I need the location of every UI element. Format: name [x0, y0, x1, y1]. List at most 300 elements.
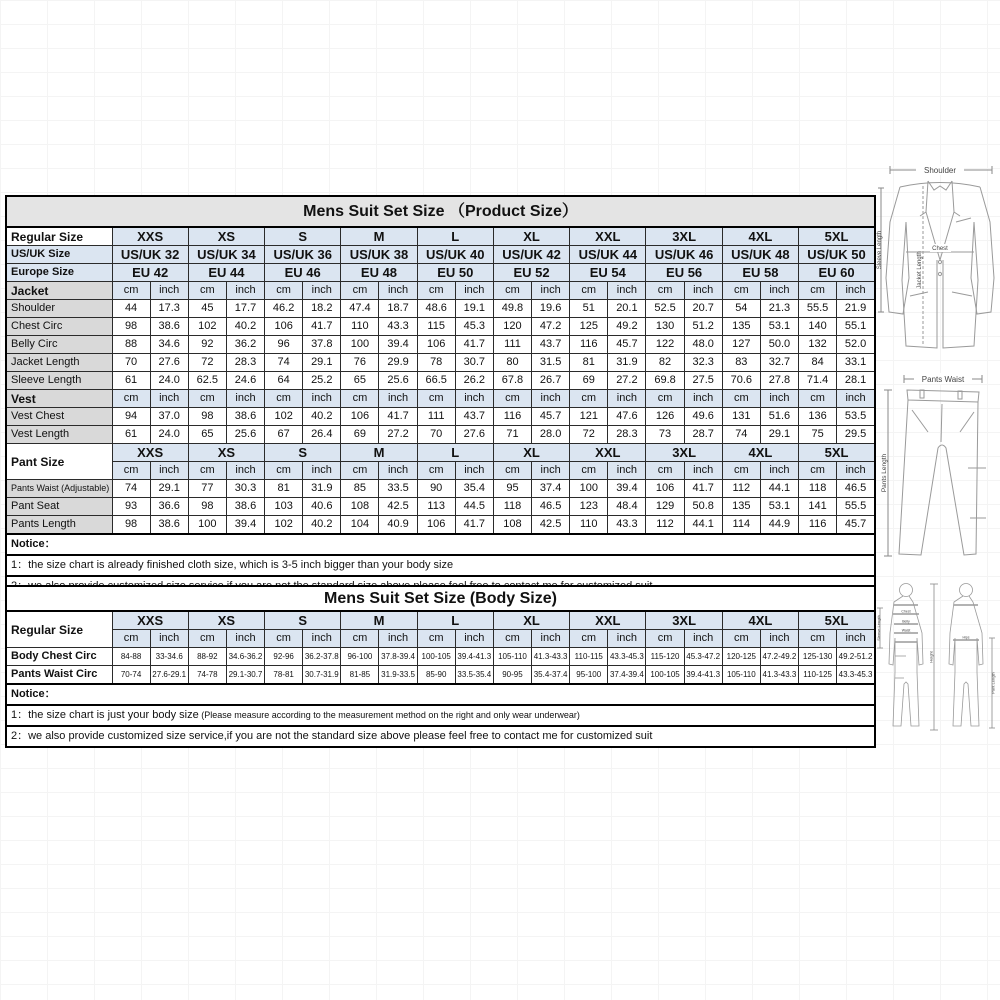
unit-inch-cell: inch: [684, 630, 722, 648]
europe-size-cell: EU 46: [265, 264, 341, 282]
value-cell: 125: [570, 318, 608, 336]
value-cell: 28.0: [532, 426, 570, 444]
value-cell: 40.9: [379, 516, 417, 535]
value-cell: 108: [493, 516, 531, 535]
product-size-table-container: [5, 195, 876, 598]
value-cell: 106: [417, 516, 455, 535]
value-cell: 53.1: [760, 318, 798, 336]
unit-cm-cell: cm: [417, 462, 455, 480]
value-cell: 92: [188, 336, 226, 354]
unit-cm-cell: cm: [570, 390, 608, 408]
value-cell: 45.3-47.2: [684, 648, 722, 666]
value-cell: 39.4-41.3: [684, 666, 722, 685]
body-title-row: [6, 586, 875, 611]
value-cell: 71: [493, 426, 531, 444]
value-cell: 28.7: [684, 426, 722, 444]
value-cell: 39.4: [608, 480, 646, 498]
usuk-size-cell: US/UK 36: [265, 246, 341, 264]
value-cell: 85-90: [417, 666, 455, 685]
value-cell: 21.3: [760, 300, 798, 318]
value-cell: 40.6: [303, 498, 341, 516]
value-cell: 26.7: [532, 372, 570, 390]
value-cell: 39.4: [379, 336, 417, 354]
value-cell: 33-34.6: [150, 648, 188, 666]
value-cell: 82: [646, 354, 684, 372]
value-cell: 28.3: [608, 426, 646, 444]
value-cell: 70: [417, 426, 455, 444]
value-cell: 104: [341, 516, 379, 535]
value-cell: 112: [722, 480, 760, 498]
value-cell: 136: [799, 408, 837, 426]
unit-inch-cell: inch: [226, 390, 264, 408]
value-cell: 62.5: [188, 372, 226, 390]
value-cell: 37.8: [303, 336, 341, 354]
value-cell: 27.6-29.1: [150, 666, 188, 685]
value-cell: 24.0: [150, 372, 188, 390]
value-cell: 29.1: [150, 480, 188, 498]
unit-inch-cell: inch: [608, 282, 646, 300]
value-cell: 92-96: [265, 648, 303, 666]
pants-measurement-diagram: [876, 368, 1000, 570]
unit-inch-cell: inch: [760, 390, 798, 408]
value-cell: 49.8: [493, 300, 531, 318]
unit-cm-cell: cm: [799, 282, 837, 300]
measurement-row: [6, 498, 875, 516]
notice-item-row: [6, 726, 875, 747]
value-cell: 98: [188, 498, 226, 516]
value-cell: 17.7: [226, 300, 264, 318]
value-cell: 41.3-43.3: [532, 648, 570, 666]
usuk-size-cell: US/UK 44: [570, 246, 646, 264]
value-cell: 69.8: [646, 372, 684, 390]
usuk-size-cell: US/UK 38: [341, 246, 417, 264]
value-cell: 93: [112, 498, 150, 516]
unit-cm-cell: cm: [493, 462, 531, 480]
value-cell: 74: [722, 426, 760, 444]
unit-inch-cell: inch: [608, 630, 646, 648]
measurement-row: [6, 300, 875, 318]
row-label: Body Chest Circ: [6, 648, 112, 666]
value-cell: 72: [570, 426, 608, 444]
unit-inch-cell: inch: [150, 462, 188, 480]
unit-cm-cell: cm: [188, 630, 226, 648]
measurement-row: [6, 648, 875, 666]
unit-inch-cell: inch: [455, 282, 493, 300]
unit-cm-cell: cm: [493, 390, 531, 408]
value-cell: 69: [570, 372, 608, 390]
value-cell: 46.2: [265, 300, 303, 318]
notice-title: Notice：: [6, 684, 875, 705]
value-cell: 88-92: [188, 648, 226, 666]
value-cell: 31.9-33.5: [379, 666, 417, 685]
value-cell: 40.2: [303, 516, 341, 535]
value-cell: 116: [570, 336, 608, 354]
measurement-row: [6, 372, 875, 390]
row-label: Chest Circ: [6, 318, 112, 336]
value-cell: 106: [341, 408, 379, 426]
unit-inch-cell: inch: [532, 282, 570, 300]
value-cell: 78-81: [265, 666, 303, 685]
row-label: Pants Waist (Adjustable): [6, 480, 112, 498]
value-cell: 78: [417, 354, 455, 372]
value-cell: 111: [417, 408, 455, 426]
size-header-cell: 4XL: [722, 227, 798, 246]
jacket-chest-label: Chest: [932, 246, 948, 252]
europe-size-cell: EU 56: [646, 264, 722, 282]
europe-size-cell: EU 44: [188, 264, 264, 282]
body-size-table-container: [5, 585, 876, 748]
value-cell: 47.2: [532, 318, 570, 336]
value-cell: 96-100: [341, 648, 379, 666]
size-header-cell: S: [265, 227, 341, 246]
section-label-pant-size: Pant Size: [6, 444, 112, 480]
value-cell: 34.6: [150, 336, 188, 354]
value-cell: 81: [265, 480, 303, 498]
size-header-cell: XL: [493, 227, 569, 246]
notice-text: 1：the size chart is already finished cloth size, which is 3-5 inch bigger than your body size: [11, 559, 454, 571]
value-cell: 20.7: [684, 300, 722, 318]
value-cell: 27.8: [760, 372, 798, 390]
value-cell: 41.7: [455, 516, 493, 535]
value-cell: 43.3: [379, 318, 417, 336]
row-label: Pants Waist Circ: [6, 666, 112, 685]
value-cell: 98: [112, 318, 150, 336]
value-cell: 37.8-39.4: [379, 648, 417, 666]
value-cell: 74: [265, 354, 303, 372]
value-cell: 53.1: [760, 498, 798, 516]
value-cell: 53.5: [837, 408, 875, 426]
unit-inch-cell: inch: [837, 630, 875, 648]
value-cell: 102: [265, 408, 303, 426]
unit-cm-cell: cm: [265, 282, 303, 300]
value-cell: 41.7: [303, 318, 341, 336]
value-cell: 30.3: [226, 480, 264, 498]
body-table-title: Mens Suit Set Size (Body Size): [6, 586, 875, 611]
size-header-cell: M: [341, 227, 417, 246]
unit-inch-cell: inch: [684, 282, 722, 300]
unit-inch-cell: inch: [455, 462, 493, 480]
value-cell: 95: [493, 480, 531, 498]
value-cell: 96: [265, 336, 303, 354]
measurement-row: [6, 426, 875, 444]
value-cell: 46.5: [837, 480, 875, 498]
unit-cm-cell: cm: [799, 390, 837, 408]
unit-inch-cell: inch: [532, 630, 570, 648]
value-cell: 28.1: [837, 372, 875, 390]
value-cell: 35.4-37.4: [532, 666, 570, 685]
usuk-size-cell: US/UK 42: [493, 246, 569, 264]
size-header-cell: XL: [493, 611, 569, 630]
value-cell: 70: [112, 354, 150, 372]
regular-size-row: [6, 227, 875, 246]
value-cell: 81: [570, 354, 608, 372]
unit-inch-cell: inch: [379, 390, 417, 408]
unit-cm-cell: cm: [570, 630, 608, 648]
size-header-cell: M: [341, 444, 417, 462]
value-cell: 29.9: [379, 354, 417, 372]
value-cell: 25.6: [226, 426, 264, 444]
regular-size-label: Regular Size: [6, 227, 112, 246]
europe-size-cell: EU 60: [799, 264, 875, 282]
value-cell: 29.5: [837, 426, 875, 444]
value-cell: 29.1-30.7: [226, 666, 264, 685]
notice-text: 2：we also provide customized size service,if you are not the standard size above please feel free to contact me for customized suit: [11, 730, 653, 742]
unit-inch-cell: inch: [303, 462, 341, 480]
unit-inch-cell: inch: [150, 630, 188, 648]
value-cell: 45.7: [532, 408, 570, 426]
unit-inch-cell: inch: [684, 390, 722, 408]
value-cell: 72: [188, 354, 226, 372]
unit-cm-cell: cm: [646, 282, 684, 300]
value-cell: 123: [570, 498, 608, 516]
unit-inch-cell: inch: [837, 462, 875, 480]
value-cell: 118: [493, 498, 531, 516]
usuk-size-cell: US/UK 50: [799, 246, 875, 264]
value-cell: 30.7-31.9: [303, 666, 341, 685]
value-cell: 74-78: [188, 666, 226, 685]
value-cell: 129: [646, 498, 684, 516]
unit-cm-cell: cm: [722, 630, 760, 648]
value-cell: 40.2: [226, 318, 264, 336]
figure-chest-label: Chest: [901, 609, 911, 614]
size-header-cell: 5XL: [799, 227, 875, 246]
value-cell: 65: [341, 372, 379, 390]
product-table-title: Mens Suit Set Size （Product Size）: [6, 196, 875, 227]
notice-item-1: [6, 705, 875, 726]
size-header-cell: XL: [493, 444, 569, 462]
size-header-cell: 3XL: [646, 611, 722, 630]
value-cell: 32.7: [760, 354, 798, 372]
value-cell: 45.7: [837, 516, 875, 535]
value-cell: 131: [722, 408, 760, 426]
value-cell: 113: [417, 498, 455, 516]
value-cell: 116: [493, 408, 531, 426]
value-cell: 69: [341, 426, 379, 444]
unit-inch-cell: inch: [303, 390, 341, 408]
value-cell: 100-105: [646, 666, 684, 685]
row-label: Vest Length: [6, 426, 112, 444]
size-header-cell: L: [417, 611, 493, 630]
figure-belly-label: Belly: [902, 619, 910, 624]
pants-sketch-icon: [876, 368, 1000, 570]
value-cell: 75: [799, 426, 837, 444]
value-cell: 25.2: [303, 372, 341, 390]
value-cell: 19.1: [455, 300, 493, 318]
figure-height-label: Height: [928, 651, 934, 663]
value-cell: 111: [493, 336, 531, 354]
value-cell: 52.0: [837, 336, 875, 354]
value-cell: 33.5: [379, 480, 417, 498]
unit-cm-cell: cm: [341, 462, 379, 480]
value-cell: 100: [570, 480, 608, 498]
usuk-size-cell: US/UK 34: [188, 246, 264, 264]
unit-row: [6, 462, 875, 480]
value-cell: 27.6: [150, 354, 188, 372]
size-header-cell: M: [341, 611, 417, 630]
notice-text: 1：the size chart is just your body size: [11, 709, 199, 721]
value-cell: 38.6: [150, 318, 188, 336]
unit-cm-cell: cm: [799, 462, 837, 480]
unit-cm-cell: cm: [722, 282, 760, 300]
unit-inch-cell: inch: [608, 390, 646, 408]
value-cell: 37.4-39.4: [608, 666, 646, 685]
value-cell: 90-95: [493, 666, 531, 685]
value-cell: 64: [265, 372, 303, 390]
value-cell: 115: [417, 318, 455, 336]
value-cell: 100: [188, 516, 226, 535]
size-header-cell: 3XL: [646, 227, 722, 246]
europe-size-cell: EU 42: [112, 264, 188, 282]
unit-cm-cell: cm: [112, 462, 150, 480]
figure-waist-label: Waist: [901, 628, 911, 633]
value-cell: 36.2-37.8: [303, 648, 341, 666]
value-cell: 17.3: [150, 300, 188, 318]
value-cell: 38.6: [226, 498, 264, 516]
value-cell: 50.8: [684, 498, 722, 516]
size-header-cell: 4XL: [722, 611, 798, 630]
europe-size-cell: EU 54: [570, 264, 646, 282]
value-cell: 51.2: [684, 318, 722, 336]
value-cell: 135: [722, 318, 760, 336]
size-header-cell: S: [265, 444, 341, 462]
value-cell: 20.1: [608, 300, 646, 318]
value-cell: 103: [265, 498, 303, 516]
unit-cm-cell: cm: [417, 282, 455, 300]
usuk-size-cell: US/UK 46: [646, 246, 722, 264]
value-cell: 42.5: [379, 498, 417, 516]
section-header-row: [6, 444, 875, 462]
value-cell: 40.2: [303, 408, 341, 426]
value-cell: 61: [112, 426, 150, 444]
notice-item-1: [6, 555, 875, 576]
value-cell: 115-120: [646, 648, 684, 666]
value-cell: 102: [265, 516, 303, 535]
unit-cm-cell: cm: [417, 390, 455, 408]
value-cell: 41.7: [684, 480, 722, 498]
value-cell: 51: [570, 300, 608, 318]
value-cell: 106: [265, 318, 303, 336]
row-label: Shoulder: [6, 300, 112, 318]
value-cell: 48.4: [608, 498, 646, 516]
unit-inch-cell: inch: [760, 282, 798, 300]
usuk-size-cell: US/UK 48: [722, 246, 798, 264]
value-cell: 42.5: [532, 516, 570, 535]
value-cell: 45: [188, 300, 226, 318]
value-cell: 127: [722, 336, 760, 354]
row-label: Vest Chest: [6, 408, 112, 426]
size-header-cell: 4XL: [722, 444, 798, 462]
unit-cm-cell: cm: [570, 282, 608, 300]
row-label: Pant Seat: [6, 498, 112, 516]
unit-cm-cell: cm: [417, 630, 455, 648]
value-cell: 110: [570, 516, 608, 535]
value-cell: 27.5: [684, 372, 722, 390]
figure-hips-label: Hips: [962, 635, 970, 640]
value-cell: 39.4: [226, 516, 264, 535]
unit-inch-cell: inch: [303, 630, 341, 648]
regular-size-label: Regular Size: [6, 611, 112, 648]
unit-cm-cell: cm: [188, 282, 226, 300]
value-cell: 140: [799, 318, 837, 336]
unit-inch-cell: inch: [532, 462, 570, 480]
unit-cm-cell: cm: [646, 462, 684, 480]
value-cell: 122: [646, 336, 684, 354]
row-label: Jacket Length: [6, 354, 112, 372]
value-cell: 24.0: [150, 426, 188, 444]
jacket-measurement-diagram: [876, 160, 1000, 368]
value-cell: 52.5: [646, 300, 684, 318]
europe-size-row: [6, 264, 875, 282]
notice-subtext: (Please measure according to the measurement method on the right and only wear underwear): [198, 710, 580, 720]
value-cell: 48.6: [417, 300, 455, 318]
value-cell: 26.4: [303, 426, 341, 444]
value-cell: 30.7: [455, 354, 493, 372]
unit-cm-cell: cm: [646, 630, 684, 648]
size-header-cell: L: [417, 444, 493, 462]
unit-inch-cell: inch: [455, 630, 493, 648]
value-cell: 77: [188, 480, 226, 498]
row-label: Belly Circ: [6, 336, 112, 354]
unit-inch-cell: inch: [684, 462, 722, 480]
value-cell: 41.3-43.3: [760, 666, 798, 685]
figure-sleeve-length-label: Sleeve Length: [876, 615, 881, 641]
value-cell: 108: [341, 498, 379, 516]
body-measurement-diagram: [870, 578, 1000, 738]
size-header-cell: 5XL: [799, 444, 875, 462]
unit-inch-cell: inch: [760, 462, 798, 480]
value-cell: 130: [646, 318, 684, 336]
size-header-cell: 5XL: [799, 611, 875, 630]
usuk-size-label: US/UK Size: [6, 246, 112, 264]
section-header-row: [6, 282, 875, 300]
value-cell: 80: [493, 354, 531, 372]
value-cell: 88: [112, 336, 150, 354]
value-cell: 110-115: [570, 648, 608, 666]
jacket-length-label: Jacket Length: [917, 251, 923, 289]
body-figures-icon: [870, 578, 1000, 738]
value-cell: 43.7: [455, 408, 493, 426]
value-cell: 141: [799, 498, 837, 516]
unit-cm-cell: cm: [188, 390, 226, 408]
value-cell: 24.6: [226, 372, 264, 390]
value-cell: 66.5: [417, 372, 455, 390]
unit-cm-cell: cm: [341, 390, 379, 408]
value-cell: 41.7: [379, 408, 417, 426]
unit-cm-cell: cm: [341, 630, 379, 648]
unit-inch-cell: inch: [150, 282, 188, 300]
value-cell: 106: [646, 480, 684, 498]
value-cell: 126: [646, 408, 684, 426]
size-header-cell: XS: [188, 444, 264, 462]
unit-cm-cell: cm: [799, 630, 837, 648]
unit-inch-cell: inch: [226, 282, 264, 300]
value-cell: 38.6: [226, 408, 264, 426]
unit-inch-cell: inch: [226, 462, 264, 480]
value-cell: 47.6: [608, 408, 646, 426]
value-cell: 102: [188, 318, 226, 336]
value-cell: 45.3: [455, 318, 493, 336]
value-cell: 54: [722, 300, 760, 318]
value-cell: 121: [570, 408, 608, 426]
unit-cm-cell: cm: [722, 390, 760, 408]
value-cell: 110-125: [799, 666, 837, 685]
value-cell: 100-105: [417, 648, 455, 666]
value-cell: 81-85: [341, 666, 379, 685]
value-cell: 61: [112, 372, 150, 390]
value-cell: 27.6: [455, 426, 493, 444]
measurement-row: [6, 354, 875, 372]
value-cell: 47.4: [341, 300, 379, 318]
